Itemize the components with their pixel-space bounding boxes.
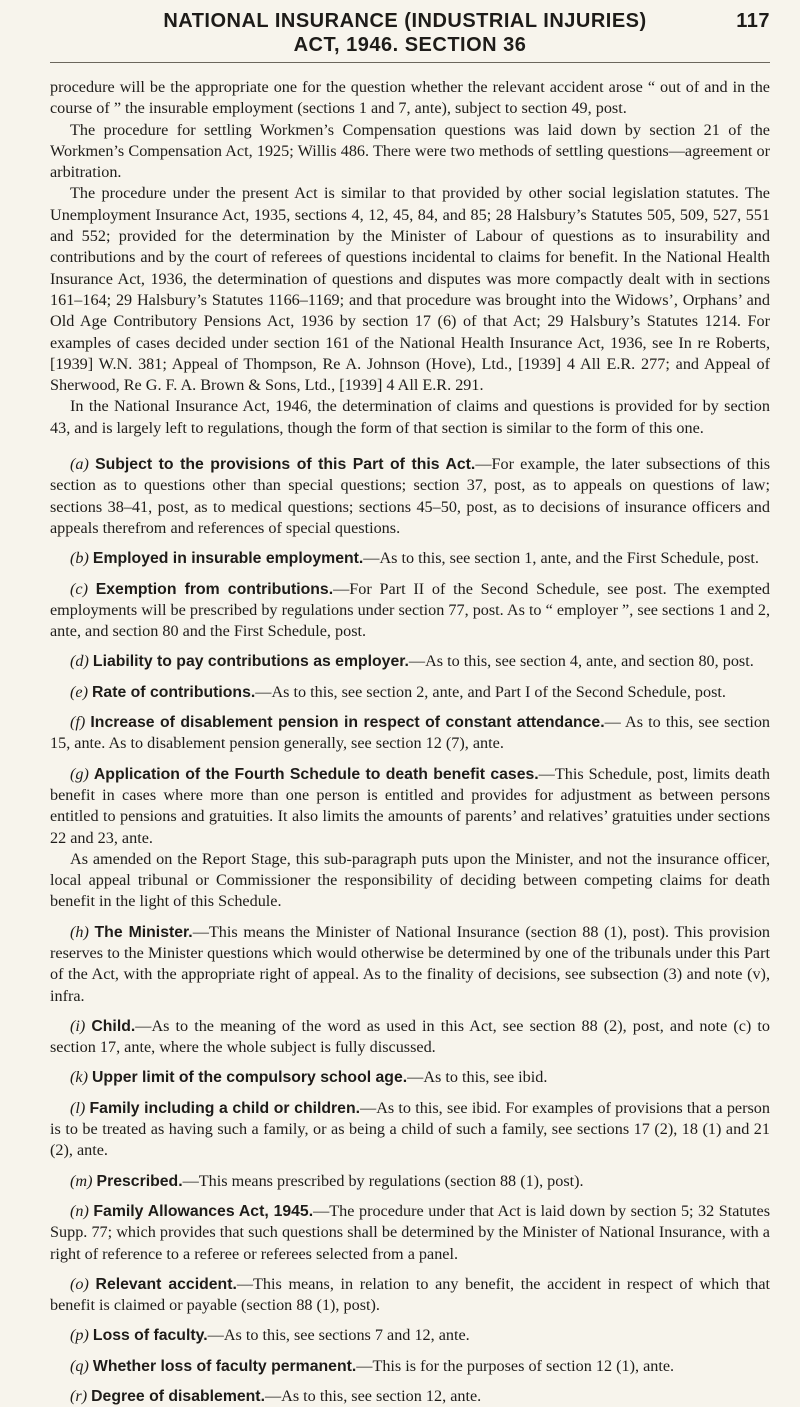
note-a: (a) Subject to the provisions of this Part of this Act.—For example, the later subsections of this section as to questions other than special questions; section 37, post, as to appeals on questions of law; sections 38–41, post, as to medical questions; sections 45–50, post, as to decisions of insurance officers and appeals therefrom and references of special questions. [50,455,771,537]
note-p: (p) Loss of faculty.—As to this, see sections 7 and 12, ante. [70,1326,470,1345]
running-header [50,10,770,57]
note-d: (d) Liability to pay contributions as employer.—As to this, see section 4, ante, and section 80, post. [70,652,754,671]
note-c: (c) Exemption from contributions.—For Part II of the Second Schedule, see post. The exempted employments will be prescribed by regulations under section 77, post. As to “ employer ”, see sections 1 and 2, ante, and section 80 and the First Schedule, post. [50,579,771,641]
note-k: (k) Upper limit of the compulsory school age.—As to this, see ibid. [70,1068,548,1087]
paragraph: As amended on the Report Stage, this sub-paragraph puts upon the Minister, and not the insurance officer, local appeal tribunal or Commissioner the responsibility of deciding between competing claims for death benefit in the light of this Schedule. [50,849,770,911]
note-r: (r) Degree of disablement.—As to this, see section 12, ante. [70,1387,482,1406]
note-e: (e) Rate of contributions.—As to this, see section 2, ante, and Part I of the Second Schedule, post. [70,682,726,701]
note-b: (b) Employed in insurable employment.—As to this, see section 1, ante, and the First Schedule, post. [70,549,759,568]
note-i: (i) Child.—As to the meaning of the word as used in this Act, see section 88 (2), post, and note (c) to section 17, ante, where the whole subject is fully discussed. [50,1016,770,1057]
header-title: NATIONAL INSURANCE (INDUSTRIAL INJURIES) [163,10,647,32]
note-n: (n) Family Allowances Act, 1945.—The procedure under that Act is laid down by section 5; 32 Statutes Supp. 77; which provides that such questions shall be determined by the Minister of National Insurance, with a right of reference to a referee or referees selected from a panel. [50,1201,771,1263]
note-f: (f) Increase of disablement pension in respect of constant attendance.— As to this, see section 15, ante. As to disablement pension generally, see section 12 (7), ante. [50,713,771,753]
note-o: (o) Relevant accident.—This means, in relation to any benefit, the accident in respect of which that benefit is claimed or payable (section 88 (1), post). [50,1274,771,1315]
paragraph: In the National Insurance Act, 1946, the determination of claims and questions is provided for by section 43, and is largely left to regulations, though the form of that section is similar to the form of this one. [50,397,770,437]
page-number: 117 [736,10,770,32]
paragraph: The procedure for settling Workmen’s Compensation questions was laid down by section 21 of the Workmen’s Compensation Act, 1925; Willis 486. There were two methods of settling questions—agreement or arbitration. [50,120,770,182]
note-g: (g) Application of the Fourth Schedule to death benefit cases.—This Schedule, post, limits death benefit in cases where more than one person is entitled and provides for adjustment as between persons entitled to pensions and gratuities. It also limits the amounts of parents’ and relatives’ gratuities under sections 22 and 23, ante. [50,764,770,847]
note-l: (l) Family including a child or children.—As to this, see ibid. For examples of provisions that a person is to be treated as having such a family, or as being a child of such a family, see sections 17 (2), 18 (1) and 21 (2), ante. [50,1098,770,1160]
note-m: (m) Prescribed.—This means prescribed by regulations (section 88 (1), post). [70,1171,584,1190]
body-text [50,77,770,1407]
note-q: (q) Whether loss of faculty permanent.—This is for the purposes of section 12 (1), ante. [70,1356,675,1375]
paragraph: The procedure under the present Act is similar to that provided by other social legislation statutes. The Unemployment Insurance Act, 1935, sections 4, 12, 45, 84, and 85; 28 Halsbury’s Statutes 505, 509, 527, 551 and 552; provided for the determination by the Minister of Labour of questions as to insurability and contributions and by the court of referees of questions incidental to claims for benefit. In the National Health Insurance Act, 1936, the determination of questions and disputes was more compactly dealt with in sections 161–164; 29 Halsbury’s Statutes 1166–1169; and that procedure was brought into the Widows’, Orphans’ and Old Age Contributory Pensions Act, 1936 by section 17 (6) of that Act; 29 Halsbury’s Statutes 1214. For examples of cases decided under section 161 of the National Health Insurance Act, 1936, see In re Roberts, [1939] W.N. 381; Appeal of Thompson, Re A. Johnson (Hove), Ltd., [1939] 4 All E.R. 277; and Appeal of Sherwood, Re G. F. A. Brown & Sons, Ltd., [1939] 4 All E.R. 291. [50,184,770,395]
note-h: (h) The Minister.—This means the Minister of National Insurance (section 88 (1), post). This provision reserves to the Minister questions which would otherwise be determined by one of the tribunals under this Part of the Act, with the appropriate right of appeal. As to the finality of decisions, see subsection (3) and note (v), infra. [50,922,771,1005]
header-subtitle: ACT, 1946. SECTION 36 [293,34,527,56]
paragraph: procedure will be the appropriate one for the question whether the relevant accident arose “ out of and in the course of ” the insurable employment (sections 1 and 7, ante), subject to section 49, post. [50,78,770,118]
header-rule [50,62,770,63]
